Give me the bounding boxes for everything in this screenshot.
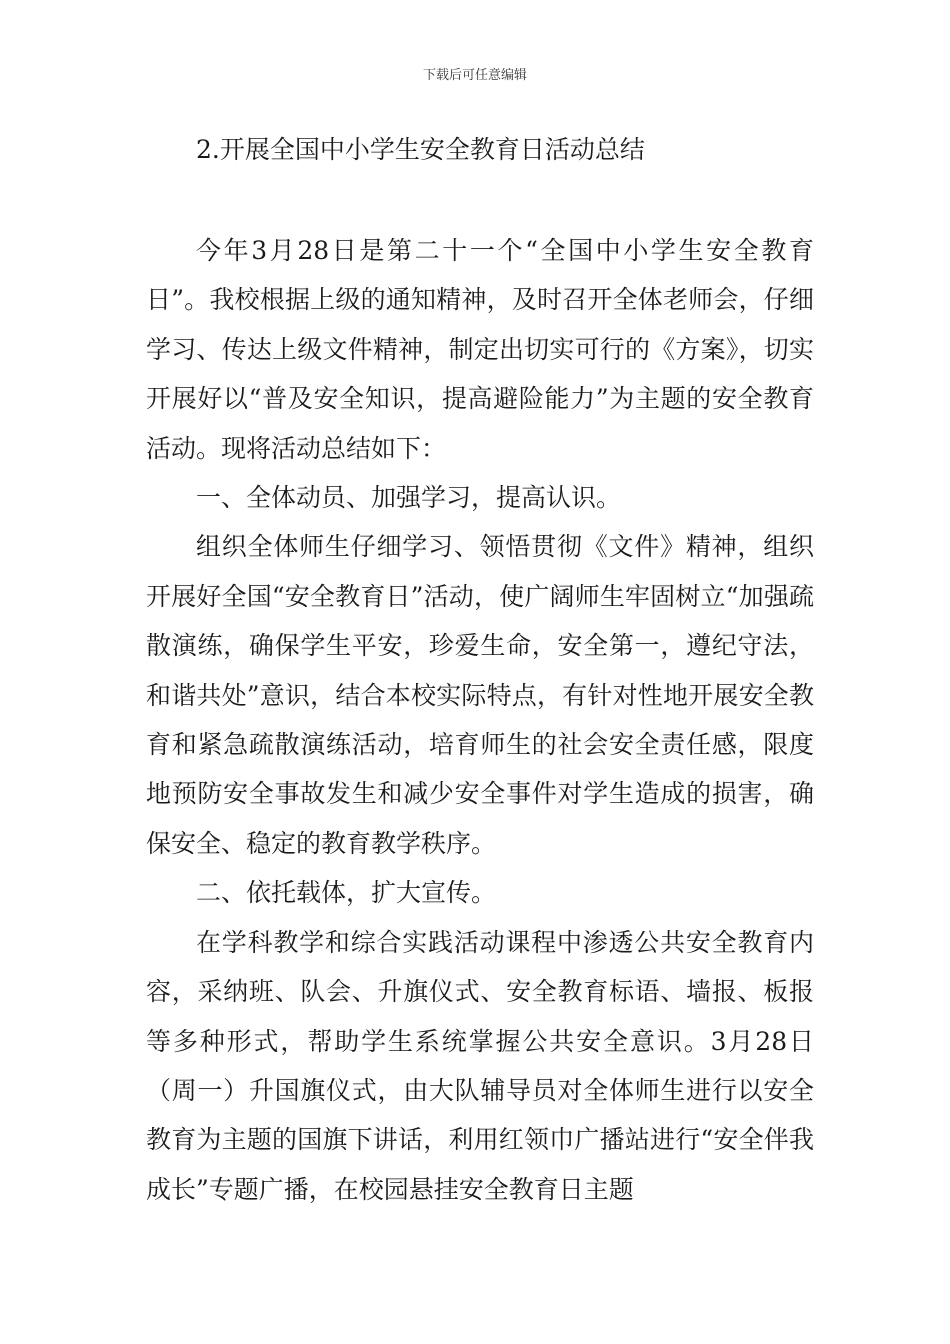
- paragraph-section-1: 组织全体师生仔细学习、领悟贯彻《文件》精神，组织开展好全国“安全教育日”活动，使广阔师生牢固树立“加强疏散演练，确保学生平安，珍爱生命，安全第一，遵纪守法，和谐共处”意识，结合本校实际特点，有针对性地开展安全教育和紧急疏散演练活动，培育师生的社会安全责任感，限度地预防安全事故发生和减少安全事件对学生造成的损害，确保安全、稳定的教育教学秩序。: [146, 532, 814, 858]
- document-body: [146, 226, 814, 1214]
- paragraph-intro: 今年3月28日是第二十一个“全国中小学生安全教育日”。我校根据上级的通知精神，及时召开全体老师会，仔细学习、传达上级文件精神，制定出切实可行的《方案》，切实开展好以“普及安全知识，提高避险能力”为主题的安全教育活动。现将活动总结如下：: [146, 236, 814, 463]
- header-note: 下载后可任意编辑: [422, 68, 527, 83]
- paragraph-section-2: 在学科教学和综合实践活动课程中渗透公共安全教育内容，采纳班、队会、升旗仪式、安全教育标语、墙报、板报等多种形式，帮助学生系统掌握公共安全意识。3月28日（周一）升国旗仪式，由大队辅导员对全体师生进行以安全教育为主题的国旗下讲话，利用红领巾广播站进行“安全伴我成长”专题广播，在校园悬挂安全教育日主题: [146, 927, 814, 1204]
- section-heading-1: 一、全体动员、加强学习，提高认识。: [196, 483, 622, 513]
- document-title: 2.开展全国中小学生安全教育日活动总结: [196, 135, 645, 164]
- section-heading-2: 二、依托载体，扩大宣传。: [196, 878, 497, 908]
